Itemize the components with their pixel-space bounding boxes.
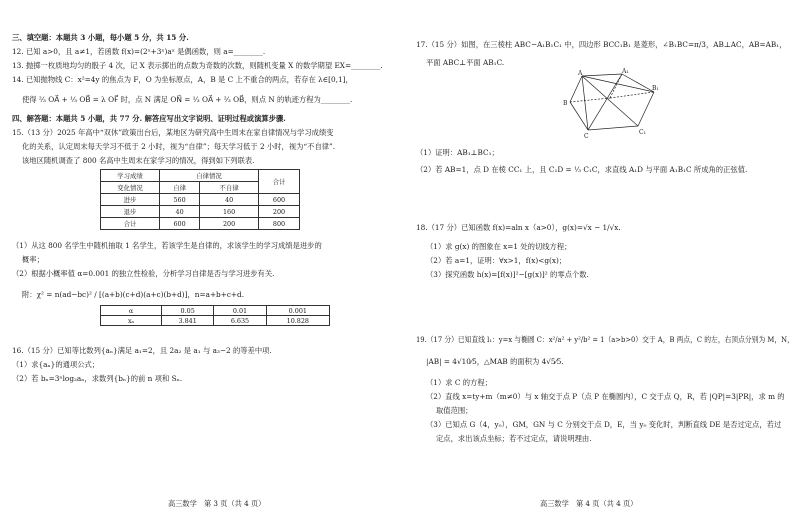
question-18-line-1: 18.（17 分）已知函数 f(x)=aln x（a>0），g(x)=√x − 1/√x.: [416, 223, 621, 232]
cell-value: 600: [160, 218, 200, 230]
question-15-part-2: （2）根据小概率值 α=0.001 的独立性检验，分析学习自律是否与学习进步有关.: [12, 269, 275, 278]
table-row: [101, 194, 300, 206]
question-19-part-3-line-2: 定点，求出该点坐标；若不过定点，请说明理由.: [436, 434, 592, 443]
row-label: 进步: [101, 194, 160, 206]
chi-square-formula: 附：χ² = n(ad−bc)² / [(a+b)(c+d)(a+c)(b+d)]，n=a+b+c+d.: [22, 290, 245, 299]
table-header-total: 合计: [259, 170, 300, 194]
question-18-part-1: （1）求 g(x) 的图象在 x=1 处的切线方程；: [426, 242, 572, 251]
cell-value: 560: [160, 194, 200, 206]
vertex-label-c1: C₁: [639, 129, 646, 136]
table-header-self-discipline: 自律情况: [160, 170, 259, 182]
question-19-part-2-line-2: 取值范围；: [436, 406, 473, 415]
row-label: 合计: [101, 218, 160, 230]
question-16-part-1: （1）求{aₙ}的通项公式；: [12, 360, 100, 369]
question-15-line-2: 化的关系，认定周末每天学习不低于 2 小时，视为“自律”；每天学习低于 2 小时，视为“不自律”.: [22, 142, 336, 151]
critical-value: 3.841: [162, 316, 214, 326]
question-16-part-2: （2）若 bₙ=3ⁿlog₂aₙ，求数列{bₙ}的前 n 项和 Sₙ.: [12, 374, 183, 383]
question-19-part-2-line-1: （2）直线 x=ty+m（m≠0）与 x 轴交于点 P（点 P 在椭圆内），C 交于点 Q，R，若 |QP|=3|PR|，求 m 的: [426, 392, 785, 401]
question-14-line-1: 14. 已知抛物线 C：x²=4y 的焦点为 F，O 为坐标原点，A，B 是 C 上不重合的两点，若存在 λ∈[0,1]，: [12, 75, 353, 84]
cell-value: 800: [259, 218, 300, 230]
critical-header: xₐ: [101, 316, 162, 326]
table-header-disciplined: 自律: [160, 182, 200, 194]
vertex-label-a: A: [578, 70, 583, 77]
page-footer: 高三数学 第 3 页（共 4 页）: [168, 499, 266, 508]
question-18-part-3: （3）探究函数 h(x)=[f(x)]²−[g(x)]² 的零点个数.: [426, 270, 589, 279]
question-12: 12. 已知 a>0，且 a≠1，若函数 f(x)=(2ˣ+3ˣ)aˣ 是偶函数，则 a=________.: [12, 47, 266, 56]
question-17-part-1: （1）证明：AB₁⊥BC₁；: [416, 148, 499, 157]
question-15-line-1: 15.（13 分）2025 年高中“双休”政策出台后，某地区为研究高中生周末在家自律情况与学习成绩变: [12, 128, 334, 137]
question-15-line-3: 该地区随机调查了 800 名高中生周末在家学习的情况，得到如下列联表.: [22, 156, 255, 165]
question-17-line-2: 平面 ABC⊥平面 AB₁C.: [426, 58, 505, 67]
vertex-label-b: B: [563, 100, 568, 107]
table-row: [101, 218, 300, 230]
critical-value: 6.635: [214, 316, 266, 326]
question-19-part-1: （1）求 C 的方程；: [426, 378, 492, 387]
alpha-value: 0.001: [266, 306, 329, 316]
critical-value: 10.828: [266, 316, 329, 326]
question-15-part-1-line-1: （1）从这 800 名学生中随机抽取 1 名学生，若该学生是自律的，求该学生的学习成绩是进步的: [12, 241, 322, 250]
table-header-change: 变化情况: [101, 182, 160, 194]
critical-value-table: [100, 305, 330, 326]
alpha-value: 0.05: [162, 306, 214, 316]
cell-value: 200: [259, 206, 300, 218]
cell-value: 600: [259, 194, 300, 206]
question-19-line-1: 19.（17 分）已知直线 l₁：y=x 与椭圆 C：x²/a² + y²/b² = 1（a>b>0）交于 A，B 两点，C 的左，右顶点分别为 M，N，: [416, 335, 794, 344]
table-header-undisciplined: 不自律: [200, 182, 259, 194]
vertex-label-b1: B₁: [652, 85, 659, 92]
row-label: 退步: [101, 206, 160, 218]
alpha-header: α: [101, 306, 162, 316]
right-page: [400, 0, 800, 531]
question-14-line-2: 使得 ²⁄₃ OA⃗ + ¹⁄₃ OB⃗ = λ OF⃗ 时，点 N 满足 ON⃗ = ¹⁄₃ OA⃗ + ²⁄₃ OB⃗，则点 N 的轨迹方程为________.: [22, 95, 353, 104]
page-footer: 高三数学 第 4 页（共 4 页）: [540, 499, 638, 508]
question-17-line-1: 17.（15 分）如图，在三棱柱 ABC−A₁B₁C₁ 中，四边形 BCC₁B₁ 是菱形，∠B₁BC=π/3，AB⊥AC，AB=AB₁，: [416, 40, 787, 49]
table-header-score: 学习成绩: [101, 170, 160, 182]
section-3-header: 三、填空题：本题共 3 小题，每小题 5 分，共 15 分.: [12, 33, 189, 42]
question-13: 13. 抛掷一枚质地均匀的骰子 4 次，记 X 表示掷出的点数为奇数的次数，则随机变量 X 的数学期望 EX=________.: [12, 61, 383, 70]
vertex-label-c: C: [584, 133, 589, 140]
cell-value: 40: [160, 206, 200, 218]
contingency-table: [100, 169, 300, 230]
cell-value: 200: [200, 218, 259, 230]
cell-value: 40: [200, 194, 259, 206]
question-19-part-3-line-1: （3）已知点 G（4，y₀），GM，GN 与 C 分别交于点 D，E，当 y₀ 变化时，判断直线 DE 是否过定点，若过: [426, 420, 782, 429]
vertex-label-a1: A₁: [622, 68, 629, 75]
question-17-part-2: （2）若 AB=1，点 D 在棱 CC₁ 上，且 C₁D = ¹⁄₃ C₁C，求直线 A₁D 与平面 A₁B₁C 所成角的正弦值.: [416, 165, 748, 174]
table-row: [101, 206, 300, 218]
question-15-part-1-line-2: 概率；: [22, 255, 44, 264]
question-18-part-2: （2）若 a=1，证明：∀x>1，f(x)<g(x)；: [426, 256, 567, 265]
alpha-value: 0.01: [214, 306, 266, 316]
section-4-header: 四、解答题：本题共 5 小题，共 77 分. 解答应写出文字说明、证明过程或演算步骤.: [12, 114, 286, 123]
prism-diagram: [560, 68, 660, 140]
question-16-line-1: 16.（15 分）已知等比数列{aₙ}满足 a₁=2，且 2a₂ 是 a₁ 与 a₃−2 的等差中项.: [12, 346, 272, 355]
question-19-line-2: |AB| = 4√10⁄5，△MAB 的面积为 4√5⁄5.: [426, 357, 564, 366]
cell-value: 160: [200, 206, 259, 218]
